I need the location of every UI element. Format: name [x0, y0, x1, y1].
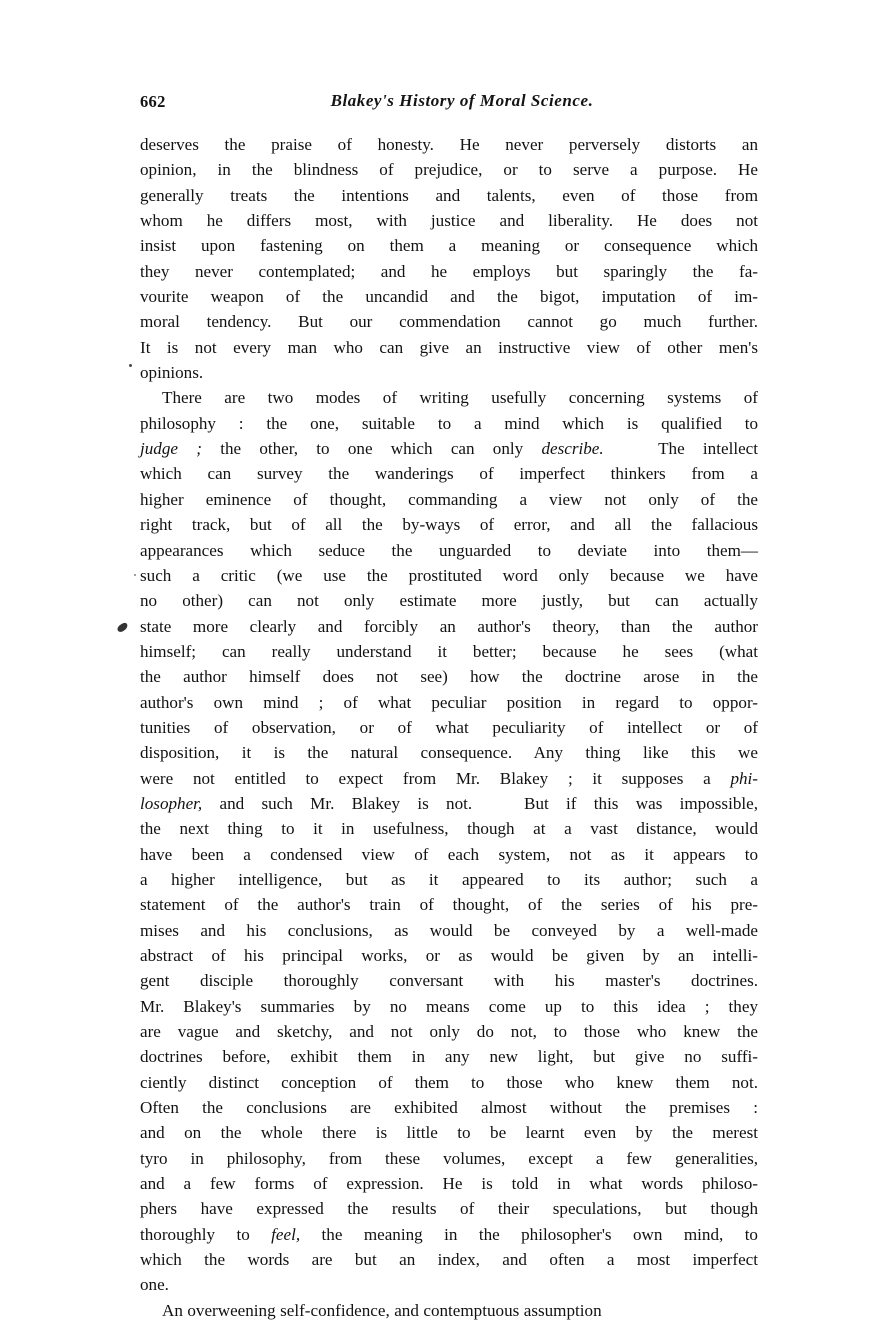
- text-line: are vague and sketchy, and not only do not, to those who knew the: [140, 1022, 758, 1042]
- text-line: phers have expressed the results of their speculations, but though: [140, 1199, 758, 1219]
- text-line: abstract of his principal works, or as would be given by an intelli-: [140, 946, 758, 965]
- text-line: which the words are but an index, and often a most imperfect: [140, 1250, 758, 1270]
- text-line: insist upon fastening on them a meaning or consequence which: [140, 236, 758, 256]
- scan-speck-artifact: [129, 364, 132, 367]
- text-line: Often the conclusions are exhibited almost without the premises :: [140, 1098, 758, 1118]
- page-text-block: [140, 92, 758, 1323]
- text-line: author's own mind ; of what peculiar position in regard to oppor-: [140, 692, 758, 712]
- text-line: appearances which seduce the unguarded to deviate into them—: [140, 540, 758, 560]
- text-line: and a few forms of expression. He is told in what words philoso-: [140, 1174, 758, 1194]
- text-line: no other) can not only estimate more justly, but can actually: [140, 591, 758, 611]
- text-line: which can survey the wanderings of imperfect thinkers from a: [140, 464, 758, 484]
- text-line: the author himself does not see) how the doctrine arose in the: [140, 667, 758, 687]
- text-line: higher eminence of thought, commanding a view not only of the: [140, 489, 758, 509]
- text-line: and on the whole there is little to be learnt even by the merest: [140, 1123, 758, 1143]
- text-line: disposition, it is the natural consequence. Any thing like this we: [140, 743, 758, 763]
- text-line: a higher intelligence, but as it appeared to its author; such a: [140, 869, 758, 889]
- text-line: vourite weapon of the uncandid and the bigot, imputation of im-: [140, 287, 758, 307]
- text-line: statement of the author's train of thought, of the series of his pre-: [140, 895, 758, 915]
- text-line: philosophy : the one, suitable to a mind which is qualified to: [140, 413, 758, 433]
- italic-word-phi: phi-: [730, 768, 758, 788]
- text-line: himself; can really understand it better; because he sees (what: [140, 641, 758, 661]
- text-line: opinions.: [140, 363, 204, 383]
- paragraph-1: [140, 132, 758, 385]
- text-line: moral tendency. But our commendation cannot go much further.: [140, 312, 758, 332]
- running-head: [140, 92, 758, 126]
- text-line: gent disciple thoroughly conversant with his master's doctrines.: [140, 971, 758, 991]
- running-head-title: Blakey's History of Moral Science.: [330, 91, 594, 110]
- text-line: they never contemplated; and he employs but sparingly the fa-: [140, 261, 758, 281]
- text-line: one.: [140, 1275, 169, 1295]
- text-line: doctrines before, exhibit them in any new light, but give no suffi-: [140, 1047, 758, 1067]
- text-line: such a critic (we use the prostituted word only because we have: [140, 565, 758, 585]
- paragraph-3: [140, 1298, 758, 1323]
- text-line: tyro in philosophy, from these volumes, except a few generalities,: [140, 1148, 758, 1168]
- text-line: An overweening self-confidence, and contemptuous assumption: [162, 1300, 602, 1320]
- page-number: 662: [140, 92, 166, 111]
- text-line: Mr. Blakey's summaries by no means come up to this idea ; they: [140, 996, 758, 1016]
- text-line: whom he differs most, with justice and liberality. He does not: [140, 211, 758, 231]
- text-line-italic-feel: thoroughly to feel, the meaning in the philosopher's own mind, to: [140, 1224, 758, 1244]
- text-line: deserves the praise of honesty. He never perversely distorts an: [140, 135, 758, 154]
- text-line: the next thing to it in usefulness, though at a vast distance, would: [140, 819, 758, 839]
- italic-word-describe: describe.: [541, 439, 604, 459]
- text-line: state more clearly and forcibly an author's theory, than the author: [140, 616, 758, 636]
- text-line: generally treats the intentions and talents, even of those from: [140, 185, 758, 205]
- scan-ink-blob-artifact: [116, 622, 129, 633]
- scan-speck-artifact: [134, 574, 136, 576]
- italic-word-feel: feel,: [271, 1224, 301, 1244]
- paragraph-2: [140, 385, 758, 1297]
- text-line: mises and his conclusions, as would be conveyed by a well-made: [140, 920, 758, 940]
- text-line: tunities of observation, or of what peculiarity of intellect or of: [140, 717, 758, 737]
- text-line: There are two modes of writing usefully concerning systems of: [162, 388, 758, 408]
- text-line: opinion, in the blindness of prejudice, or to serve a purpose. He: [140, 160, 758, 180]
- italic-word-judge: judge ;: [140, 439, 202, 459]
- text-line-italic-judge-describe: judge ; the other, to one which can only describe. The intellect: [140, 439, 758, 459]
- text-line-italic-phi: were not entitled to expect from Mr. Blakey ; it supposes a phi-: [140, 768, 758, 788]
- text-line: It is not every man who can give an instructive view of other men's: [140, 337, 758, 357]
- text-line-italic-losopher: losopher, and such Mr. Blakey is not. But if this was impossible,: [140, 793, 758, 813]
- italic-word-losopher: losopher,: [140, 793, 203, 813]
- text-line: ciently distinct conception of them to those who knew them not.: [140, 1072, 758, 1092]
- text-line: have been a condensed view of each system, not as it appears to: [140, 844, 758, 864]
- text-line: right track, but of all the by-ways of error, and all the fallacious: [140, 515, 758, 535]
